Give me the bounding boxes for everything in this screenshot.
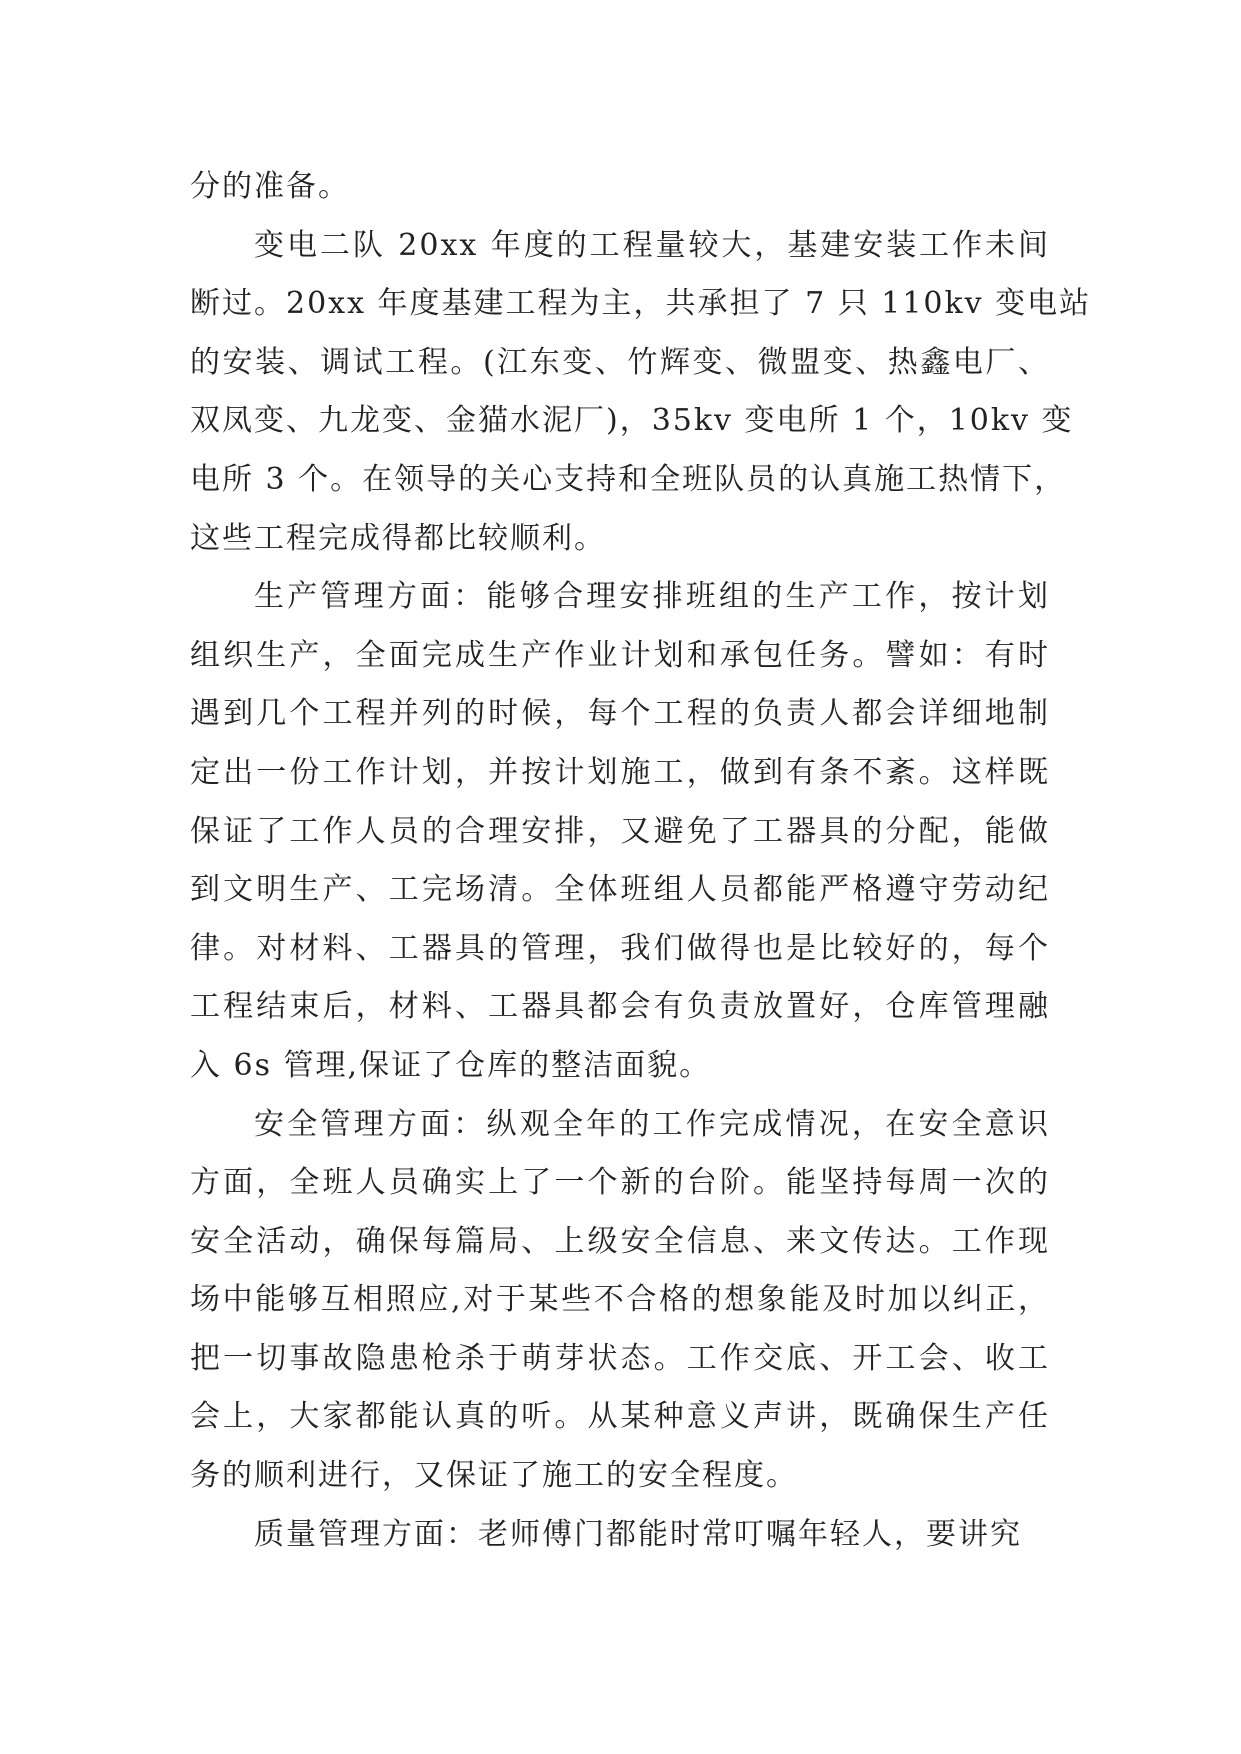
paragraph [190, 568, 1050, 1095]
text-line: 双凤变、九龙变、金猫水泥厂)，35kv 变电所 1 个，10kv 变 [190, 403, 1074, 439]
text-line: 安全管理方面：纵观全年的工作完成情况，在安全意识 [254, 1106, 1050, 1142]
paragraph [190, 1506, 1050, 1565]
text-line: 的安装、调试工程。(江东变、竹辉变、微盟变、热鑫电厂、 [190, 344, 1050, 380]
text-line: 质量管理方面：老师傅门都能时常叮嘱年轻人，要讲究 [254, 1516, 1022, 1552]
paragraph [190, 1096, 1050, 1506]
text-line: 会上，大家都能认真的听。从某种意义声讲，既确保生产任 [190, 1399, 1050, 1435]
text-line: 组织生产，全面完成生产作业计划和承包任务。譬如：有时 [190, 637, 1050, 673]
text-line: 把一切事故隐患枪杀于萌芽状态。工作交底、开工会、收工 [190, 1340, 1050, 1376]
text-line: 断过。20xx 年度基建工程为主，共承担了 7 只 110kv 变电站 [190, 286, 1092, 322]
text-line: 工程结束后，材料、工器具都会有负责放置好，仓库管理融 [190, 989, 1050, 1025]
text-line: 到文明生产、工完场清。全体班组人员都能严格遵守劳动纪 [190, 872, 1050, 908]
paragraph [190, 158, 1050, 217]
text-line: 保证了工作人员的合理安排，又避免了工器具的分配，能做 [190, 813, 1050, 849]
text-line: 变电二队 20xx 年度的工程量较大，基建安装工作未间 [254, 227, 1050, 263]
text-line: 这些工程完成得都比较顺利。 [190, 520, 606, 556]
text-line: 场中能够互相照应,对于某些不合格的想象能及时加以纠正， [190, 1282, 1050, 1318]
text-line: 律。对材料、工器具的管理，我们做得也是比较好的，每个 [190, 930, 1050, 966]
text-line: 入 6s 管理,保证了仓库的整洁面貌。 [190, 1047, 712, 1083]
text-line: 安全活动，确保每篇局、上级安全信息、来文传达。工作现 [190, 1223, 1050, 1259]
paragraph [190, 217, 1092, 569]
document-body [190, 158, 1092, 1564]
text-line: 务的顺利进行，又保证了施工的安全程度。 [190, 1458, 798, 1494]
text-line: 遇到几个工程并列的时候，每个工程的负责人都会详细地制 [190, 696, 1050, 732]
text-line: 定出一份工作计划，并按计划施工，做到有条不紊。这样既 [190, 754, 1050, 790]
text-line: 分的准备。 [190, 169, 350, 204]
text-line: 生产管理方面：能够合理安排班组的生产工作，按计划 [254, 579, 1050, 615]
text-line: 方面，全班人员确实上了一个新的台阶。能坚持每周一次的 [190, 1165, 1050, 1201]
text-line: 电所 3 个。在领导的关心支持和全班队员的认真施工热情下， [190, 461, 1067, 497]
